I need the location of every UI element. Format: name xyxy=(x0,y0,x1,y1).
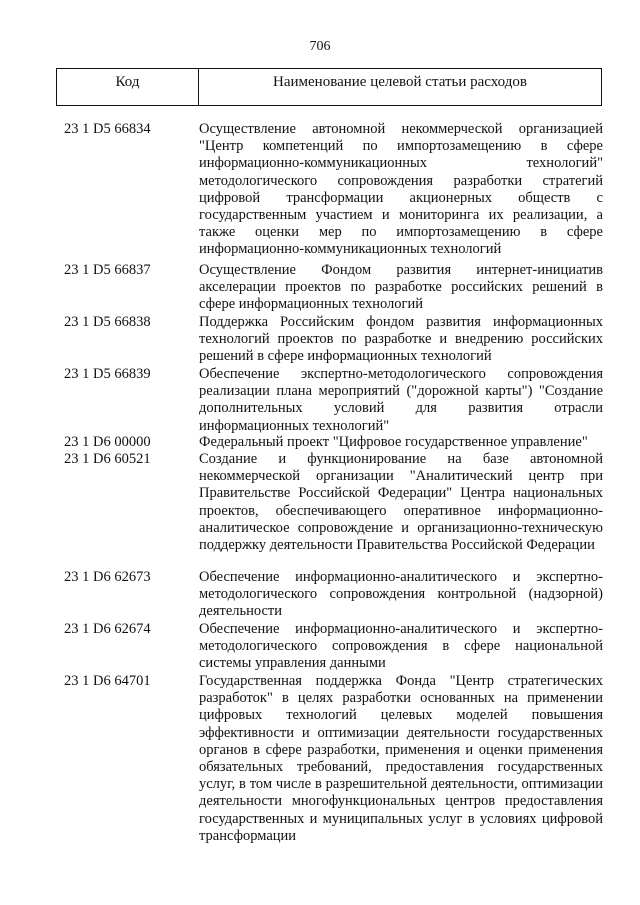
row-code: 23 1 D6 62673 xyxy=(64,569,151,585)
table-header xyxy=(56,68,602,106)
row-code: 23 1 D5 66837 xyxy=(64,262,151,278)
header-name-column: Наименование целевой статьи расходов xyxy=(273,74,527,90)
row-description: Федеральный проект "Цифровое государственное управление" xyxy=(199,434,588,450)
header-code-column: Код xyxy=(57,69,199,105)
row-description: Создание и функционирование на базе автономной некоммерческой организации "Аналитический центр при Правительстве Российской Федерации" Центра национальных проектов, обеспечивающего оперативное информационно-аналитическое сопровождение и организационно-техническую поддержку деятельности Правительства Российской Федерации xyxy=(199,451,603,554)
row-description: Обеспечение информационно-аналитического и экспертно-методологического сопровождения контрольной (надзорной) деятельности xyxy=(199,569,603,620)
row-code: 23 1 D5 66838 xyxy=(64,314,151,330)
row-code: 23 1 D6 00000 xyxy=(64,434,151,450)
row-code: 23 1 D5 66839 xyxy=(64,366,151,382)
row-description: Обеспечение экспертно-методологического сопровождения реализации плана мероприятий ("дорожной карты") "Создание дополнительных условий для развития отрасли информационных технологий" xyxy=(199,366,603,434)
row-code: 23 1 D6 64701 xyxy=(64,673,151,689)
row-description: Осуществление автономной некоммерческой организацией "Центр компетенций по импортозамещению в сфере информационно-коммуникационных технологий" методологического сопровождения разработки стратегий цифровой трансформации акционерных обществ с государственным участием и мониторинга их реализации, а также оценки мер по импортозамещению в сфере информационно-коммуникационных технологий xyxy=(199,121,603,258)
row-description: Осуществление Фондом развития интернет-инициатив акселерации проектов по разработке российских решений в сфере информационных технологий xyxy=(199,262,603,313)
row-description: Поддержка Российским фондом развития информационных технологий проектов по разработке и внедрению российских решений в сфере информационных технологий xyxy=(199,314,603,365)
row-code: 23 1 D6 60521 xyxy=(64,451,151,467)
page-number: 706 xyxy=(309,39,331,54)
row-code: 23 1 D6 62674 xyxy=(64,621,151,637)
row-description: Обеспечение информационно-аналитического и экспертно-методологического сопровождения в сфере национальной системы управления данными xyxy=(199,621,603,672)
row-description: Государственная поддержка Фонда "Центр стратегических разработок" в целях разработки основанных на применении цифровых технологий целевых моделей повышения эффективности и оптимизации деятельности государственных органов в сфере разработки, применения и оценки применения обязательных требований, предоставления государственных услуг, в том числе в разрешительной деятельности, оптимизации деятельности многофункциональных центров предоставления государственных и муниципальных услуг в условиях цифровой трансформации xyxy=(199,673,603,844)
row-code: 23 1 D5 66834 xyxy=(64,121,151,137)
